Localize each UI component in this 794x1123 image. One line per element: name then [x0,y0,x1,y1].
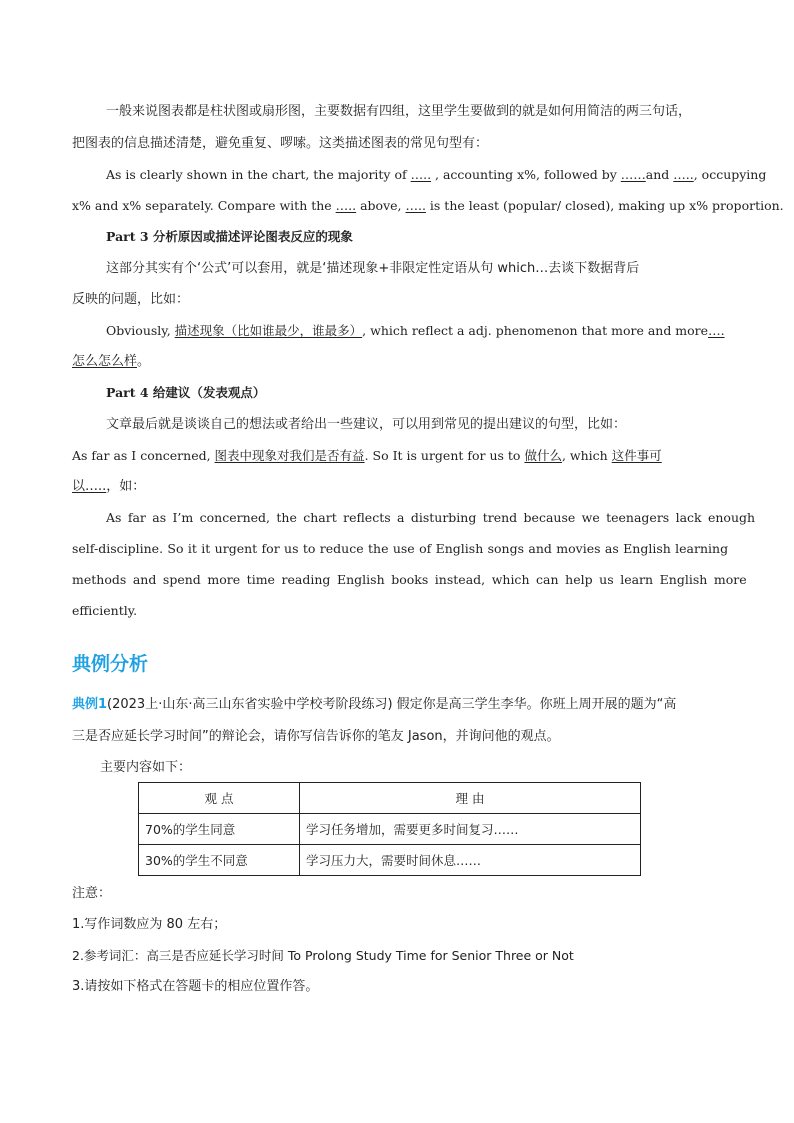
blank: …… [620,167,646,182]
sample-paragraph-line2: self-discipline. So it it urgent for us to reduce the use of English songs and movies as English learning [72,541,729,556]
part3-line1: 这部分其实有个‘公式’可以套用，就是‘描述现象+非限定性定语从句 which…去谈下数据背后 [106,261,640,276]
section-title: 典例分析 [72,653,149,675]
blank: ….. [410,167,432,182]
table-row [139,845,641,876]
example-label: 典例1 [72,697,108,712]
example1-line2: 三是否应延长学习时间”的辩论会，请你写信告诉你的笔友 Jason，并询问他的观点。 [72,729,560,744]
template-text: As far as I concerned, [72,448,215,463]
part3-heading: Part 3 分析原因或描述评论图表反应的现象 [106,229,353,244]
example-text: (2023上·山东·高三山东省实验中学校考阶段练习) 假定你是高三学生李华。你班上周开展的题为“高 [107,697,677,712]
blank: ….. [673,167,694,182]
example-text: , which reflect a adj. phenomenon that more and more [362,323,709,338]
blank: ….. [405,198,426,213]
part3-example-line2 [72,352,150,372]
notes-title: 注意： [72,886,112,901]
note-2: 2.参考词汇：高三是否应延长学习时间 To Prolong Study Time for Senior Three or Not [72,948,574,963]
template-text: , occupying [693,167,767,182]
underlined-text: 怎么怎么样 [72,354,138,369]
template-text: As is clearly shown in the chart, the majority of [106,167,411,182]
template-text: x% and x% separately. Compare with the [72,198,336,213]
sample-paragraph-line3: methods and spend more time reading English books instead, which can help us learn English more [72,572,747,587]
part4-line2 [72,446,662,466]
template1-line2 [72,196,784,216]
part2-intro-line1: 一般来说图表都是柱状图或扇形图，主要数据有四组，这里学生要做到的就是如何用简洁的两三句话， [106,104,692,119]
underlined-text: 图表中现象对我们是否有益 [214,448,365,463]
template-text: above, [356,198,406,213]
example1-line1 [72,695,676,715]
template1-line1 [106,165,766,185]
table-header-row [139,783,641,814]
underlined-text: 描述现象（比如谁最少，谁最多） [174,323,363,338]
part2-intro-line2: 把图表的信息描述清楚，避免重复、啰嗦。这类描述图表的常见句型有： [72,136,489,151]
part3-line2: 反映的问题，比如： [72,292,190,307]
template-text: and [645,167,674,182]
template-text: . So It is urgent for us to [364,448,525,463]
table-row [139,814,641,845]
part3-example-line1 [106,321,725,341]
template-text: , which [561,448,612,463]
example-text: Obviously, [106,323,175,338]
table-header-cell: 理 由 [300,783,641,814]
note-1: 1.写作词数应为 80 左右； [72,917,227,932]
template-text: ，如： [106,479,146,494]
blank: ….. [335,198,357,213]
main-content-label: 主要内容如下： [100,760,192,775]
table-header-cell: 观 点 [139,783,300,814]
table-cell: 学习任务增加，需要更多时间复习…… [300,814,641,845]
part4-line3 [72,477,145,497]
template-text: , accounting x%, followed by [431,167,621,182]
underlined-text: 以….. [72,479,107,494]
table-cell: 70%的学生同意 [139,814,300,845]
table-cell: 30%的学生不同意 [139,845,300,876]
sample-paragraph-line1: As far as I’m concerned, the chart reflects a disturbing trend because we teenagers lack enough [106,510,756,525]
underlined-text: 这件事可 [611,448,662,463]
template-text: is the least (popular/ closed), making up x% proportion. [425,198,784,213]
opinion-table [138,782,641,876]
table-cell: 学习压力大，需要时间休息…… [300,845,641,876]
part4-line1: 文章最后就是谈谈自己的想法或者给出一些建议，可以用到常见的提出建议的句型，比如： [106,417,627,432]
sample-paragraph-line4: efficiently. [72,603,138,618]
blank: …. [708,323,725,338]
underlined-text: 做什么 [524,448,562,463]
example-text: 。 [137,354,151,369]
note-3: 3.请按如下格式在答题卡的相应位置作答。 [72,979,319,994]
part4-heading: Part 4 给建议（发表观点） [106,385,266,400]
